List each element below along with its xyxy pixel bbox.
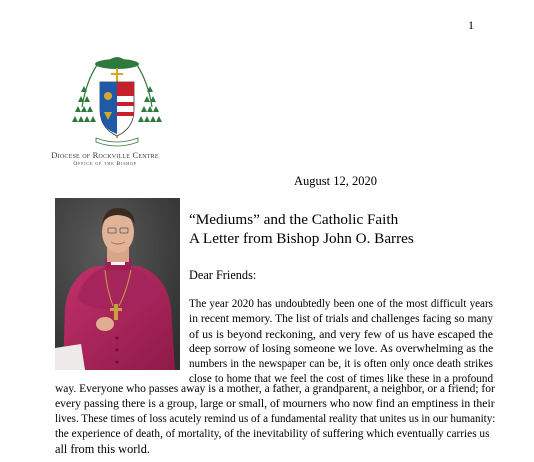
paragraph-line: all from this world. xyxy=(55,441,150,456)
page-number: 1 xyxy=(468,18,474,32)
paragraph-line: numbers in the newspaper can be, it is often only once death strikes xyxy=(189,357,493,370)
letter-title-line-2: A Letter from Bishop John O. Barres xyxy=(189,230,414,247)
paragraph-full-width xyxy=(55,382,495,457)
bishop-portrait-photo xyxy=(55,198,180,370)
diocese-letterhead xyxy=(40,150,170,167)
episcopal-coat-of-arms-icon xyxy=(72,52,162,148)
letter-date: August 12, 2020 xyxy=(294,174,377,188)
paragraph-line: the experience of death, of mortality, of the inevitability of suffering which eventually carries us xyxy=(55,427,490,440)
letter-title xyxy=(189,210,414,248)
letter-title-line-1: “Mediums” and the Catholic Faith xyxy=(189,211,399,228)
paragraph-line: way. Everyone who passes away is a mother, a father, a grandparent, a neighbor, or a friend; for xyxy=(55,383,495,395)
paragraph-line: every passing there is a group, large or small, of mourners who now find an emptiness in their xyxy=(55,396,495,410)
paragraph-line: close to home that we feel the cost of times like these in a profound xyxy=(189,372,493,385)
paragraph-line: lives. These times of loss acutely remind us of a fundamental reality that unites us in our humanity: xyxy=(55,412,496,425)
diocese-name: Diocese of Rockville Centre xyxy=(51,150,159,160)
paragraph-line: The year 2020 has undoubtedly been one of the most difficult years xyxy=(189,298,493,310)
paragraph-line: of us is beyond reckoning, and very few of us have escaped the xyxy=(189,326,493,341)
paragraph-line: in recent memory. The list of trials and challenges facing so many xyxy=(189,312,493,325)
paragraph-beside-photo xyxy=(189,297,493,386)
salutation: Dear Friends: xyxy=(189,268,257,282)
paragraph-line: deep sorrow of losing someone we love. As overwhelming as the xyxy=(189,341,494,355)
office-name: Office of the Bishop xyxy=(73,161,137,167)
